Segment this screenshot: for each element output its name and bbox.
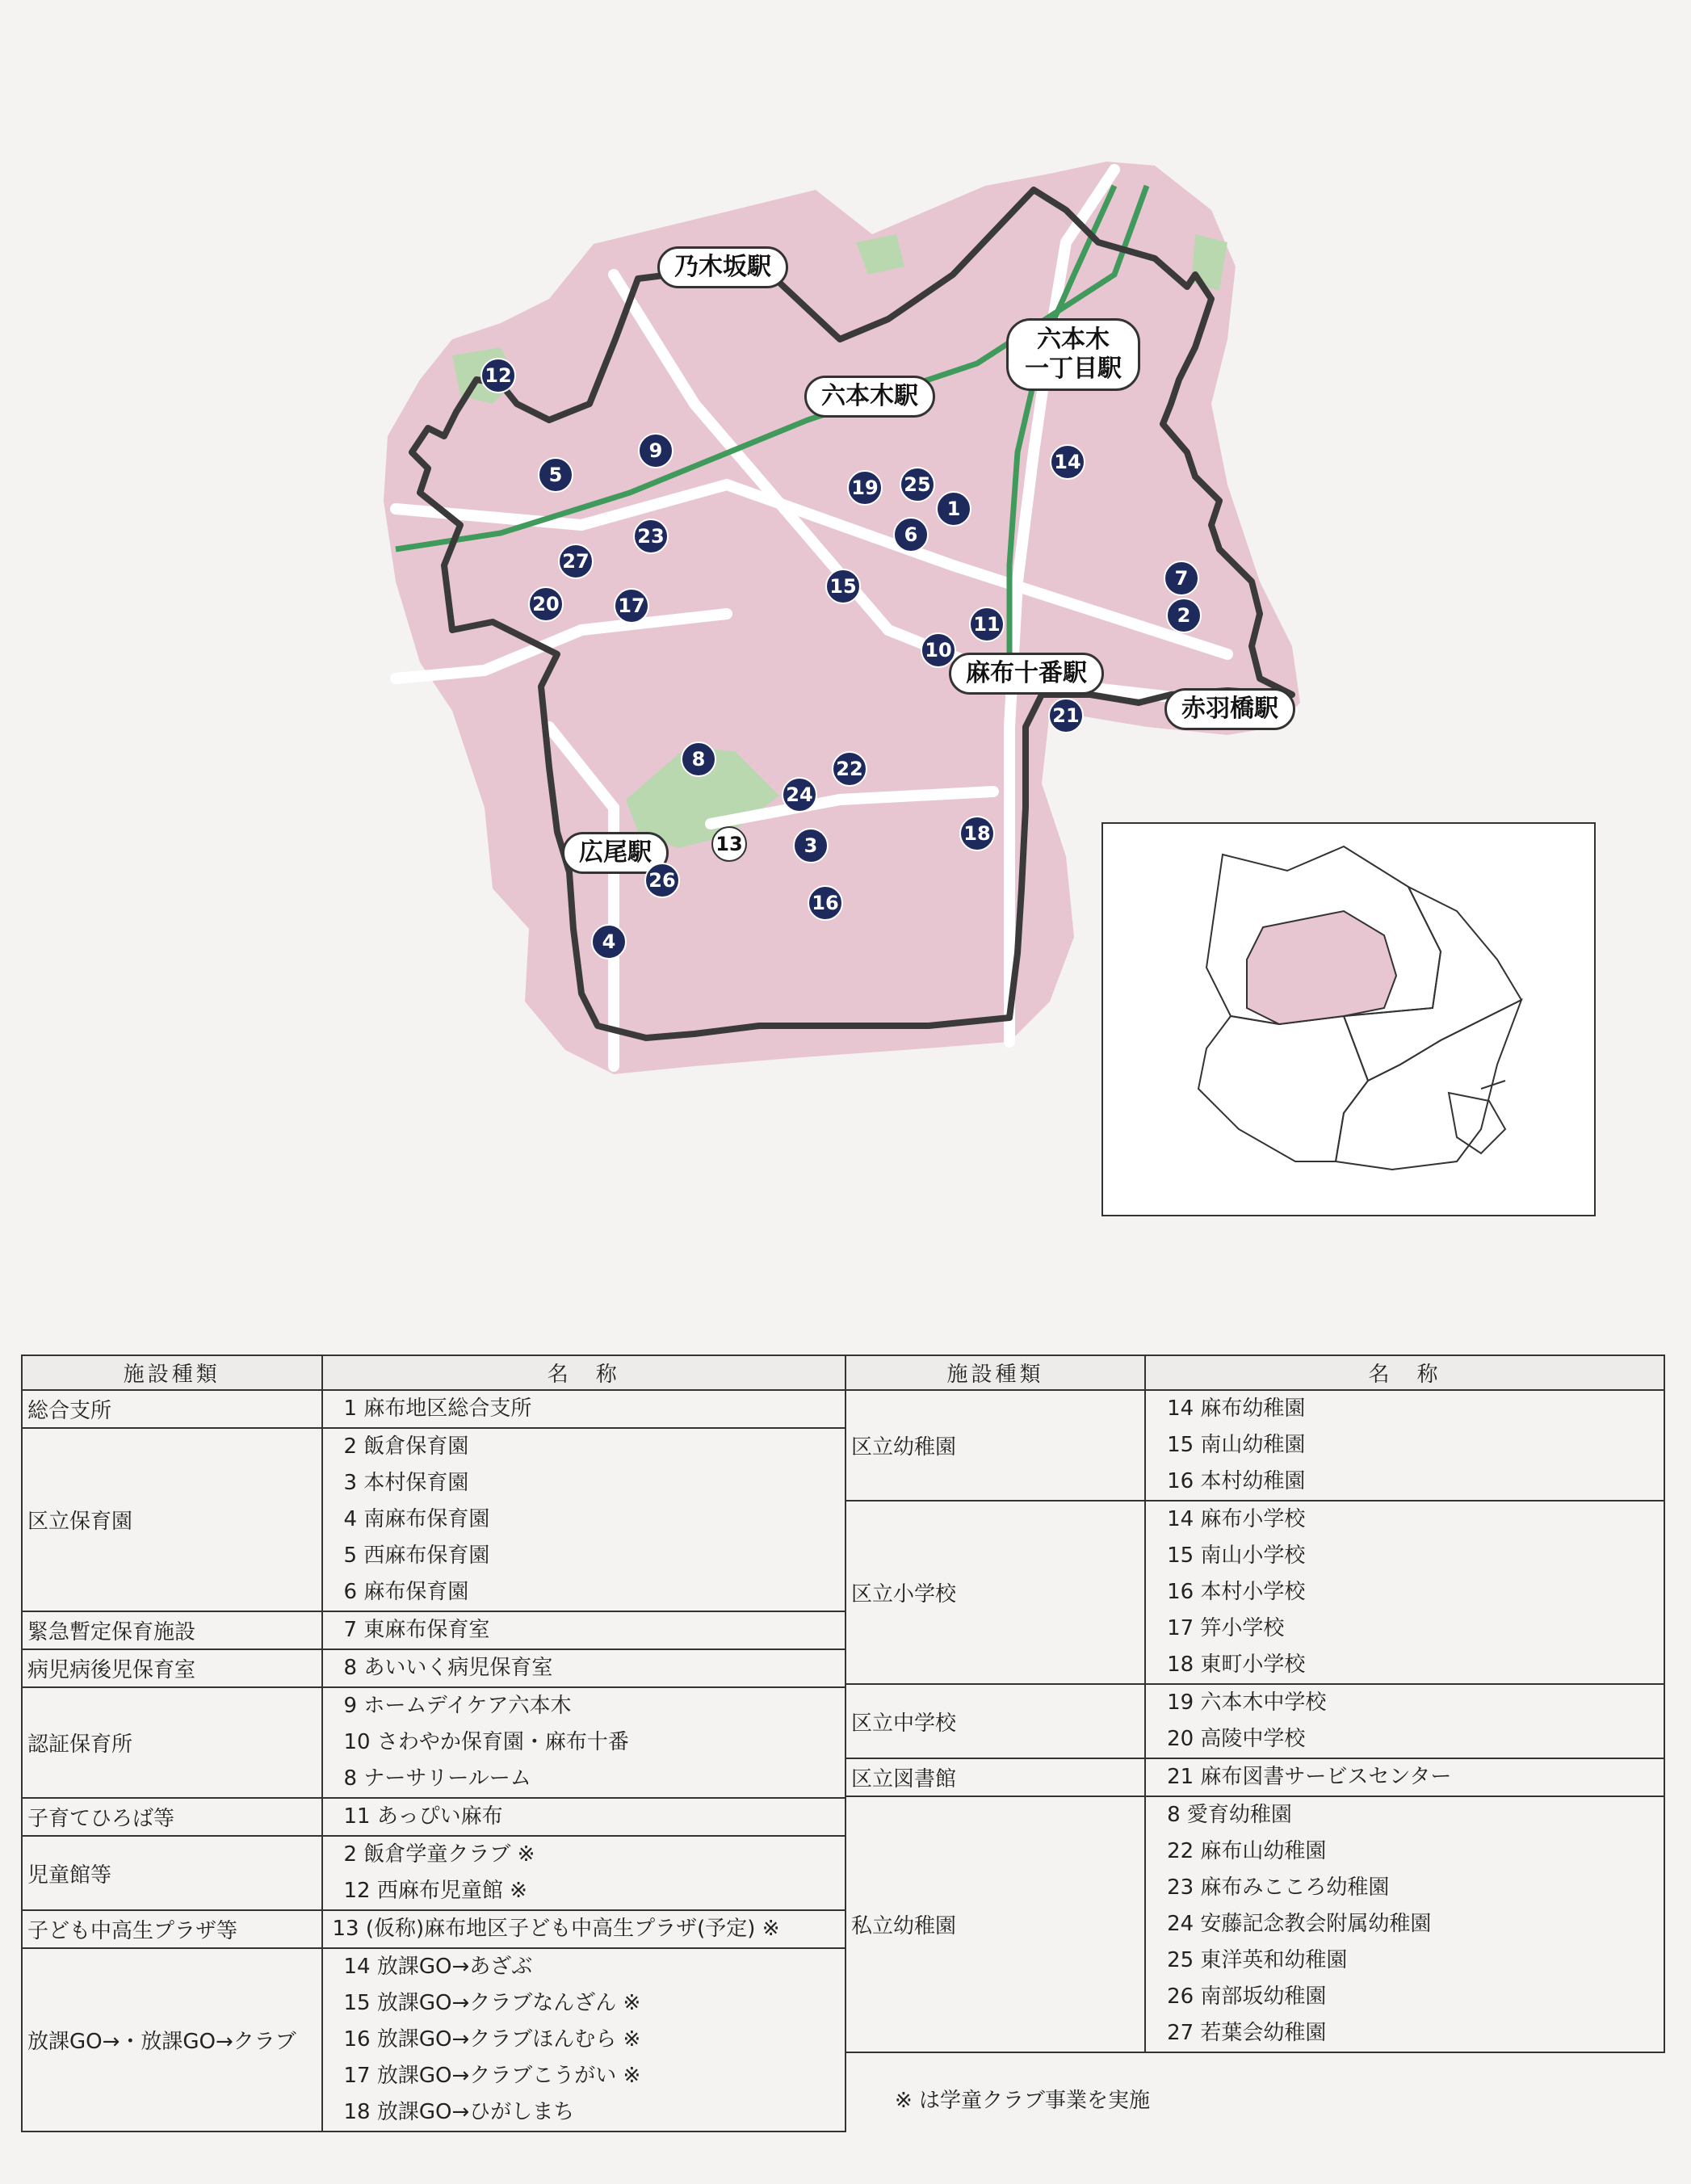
facility-marker: 5 bbox=[538, 457, 573, 493]
col-header-name: 名 称 bbox=[322, 1355, 846, 1390]
station-nogizaka: 乃木坂駅 bbox=[657, 246, 788, 288]
facility-name: 7 東麻布保育室 bbox=[343, 1618, 490, 1642]
facility-name: 15 南山小学校 bbox=[1167, 1544, 1306, 1568]
facility-marker: 6 bbox=[893, 517, 929, 552]
facility-name: 11 あっぴい麻布 bbox=[343, 1804, 503, 1829]
facility-type: 病児病後児保育室 bbox=[22, 1649, 322, 1687]
facility-name: 9 ホームデイケア六本木 bbox=[343, 1694, 572, 1718]
facility-type: 子ども中高生プラザ等 bbox=[22, 1910, 322, 1948]
facility-marker: 9 bbox=[638, 433, 673, 468]
footnote: ※ は学童クラブ事業を実施 bbox=[895, 2089, 1151, 2113]
facility-name: 3 本村保育園 bbox=[343, 1471, 469, 1495]
facility-marker: 24 bbox=[782, 777, 817, 813]
facility-marker: 7 bbox=[1164, 561, 1199, 596]
facility-name: 5 西麻布保育園 bbox=[343, 1544, 490, 1568]
facility-type: 総合支所 bbox=[22, 1390, 322, 1428]
facility-marker: 20 bbox=[528, 586, 564, 622]
facility-type: 区立中学校 bbox=[846, 1684, 1145, 1758]
facility-marker: 26 bbox=[644, 863, 680, 898]
facility-name: 2 飯倉保育園 bbox=[343, 1434, 469, 1459]
facility-type: 区立小学校 bbox=[846, 1501, 1145, 1684]
station-roppongi: 六本木駅 bbox=[804, 376, 935, 418]
facility-name: 17 放課GO→クラブこうがい ※ bbox=[343, 2064, 641, 2088]
facility-name: 13 (仮称)麻布地区子ども中高生プラザ(予定) ※ bbox=[332, 1917, 780, 1941]
facility-marker: 16 bbox=[808, 885, 843, 921]
facility-type: 私立幼稚園 bbox=[846, 1796, 1145, 2052]
facility-name: 8 ナーサリールーム bbox=[343, 1766, 531, 1791]
facility-type: 緊急暫定保育施設 bbox=[22, 1611, 322, 1649]
facility-marker: 12 bbox=[480, 358, 516, 393]
facility-name: 27 若葉会幼稚園 bbox=[1167, 2021, 1327, 2045]
facility-marker: 13 bbox=[711, 826, 747, 862]
facility-name: 8 愛育幼稚園 bbox=[1167, 1803, 1292, 1827]
facility-name: 14 放課GO→あざぶ bbox=[343, 1955, 533, 1979]
facility-name: 1 麻布地区総合支所 bbox=[343, 1396, 532, 1421]
facility-marker: 18 bbox=[959, 816, 995, 851]
facility-name: 23 麻布みこころ幼稚園 bbox=[1167, 1875, 1390, 1900]
facility-marker: 15 bbox=[825, 569, 861, 604]
facility-name: 22 麻布山幼稚園 bbox=[1167, 1839, 1327, 1863]
facility-name: 24 安藤記念教会附属幼稚園 bbox=[1167, 1912, 1432, 1936]
facility-name: 10 さわやか保育園・麻布十番 bbox=[343, 1730, 629, 1754]
facility-name: 16 本村小学校 bbox=[1167, 1580, 1306, 1604]
facility-marker: 11 bbox=[969, 607, 1005, 642]
inset-locator-map bbox=[1101, 822, 1596, 1216]
station-hiroo: 広尾駅 bbox=[562, 832, 669, 874]
facility-name: 18 東町小学校 bbox=[1167, 1653, 1306, 1677]
facility-marker: 17 bbox=[614, 588, 649, 624]
facility-name: 16 本村幼稚園 bbox=[1167, 1469, 1306, 1493]
facility-name: 6 麻布保育園 bbox=[343, 1580, 469, 1604]
facility-marker: 19 bbox=[847, 470, 883, 506]
facility-name: 2 飯倉学童クラブ ※ bbox=[343, 1842, 535, 1867]
facility-type: 区立幼稚園 bbox=[846, 1390, 1145, 1501]
facility-name: 15 南山幼稚園 bbox=[1167, 1433, 1306, 1457]
facility-type: 児童館等 bbox=[22, 1836, 322, 1910]
facility-name: 20 高陵中学校 bbox=[1167, 1727, 1306, 1751]
facility-name: 8 あいいく病児保育室 bbox=[343, 1656, 553, 1680]
facility-marker: 23 bbox=[633, 519, 669, 554]
facility-name: 14 麻布小学校 bbox=[1167, 1507, 1306, 1531]
station-azabujuban: 麻布十番駅 bbox=[949, 653, 1104, 695]
facility-marker: 21 bbox=[1048, 698, 1084, 733]
facility-marker: 4 bbox=[591, 924, 627, 960]
facility-name: 26 南部坂幼稚園 bbox=[1167, 1984, 1327, 2009]
facility-name: 15 放課GO→クラブなんざん ※ bbox=[343, 1991, 641, 2015]
facility-table-left bbox=[21, 1354, 846, 2132]
facility-table-right bbox=[845, 1354, 1665, 2053]
facility-name: 12 西麻布児童館 ※ bbox=[343, 1879, 527, 1903]
col-header-name: 名 称 bbox=[1145, 1355, 1664, 1390]
facility-marker: 3 bbox=[793, 828, 829, 863]
facility-type: 子育てひろば等 bbox=[22, 1798, 322, 1836]
station-akabanebashi: 赤羽橋駅 bbox=[1164, 688, 1295, 730]
facility-type: 区立保育園 bbox=[22, 1428, 322, 1611]
col-header-type: 施設種類 bbox=[22, 1355, 322, 1390]
facility-marker: 2 bbox=[1166, 598, 1202, 633]
facility-name: 21 麻布図書サービスセンター bbox=[1167, 1765, 1452, 1789]
facility-marker: 14 bbox=[1050, 444, 1085, 480]
col-header-type: 施設種類 bbox=[846, 1355, 1145, 1390]
facility-marker: 22 bbox=[832, 751, 867, 787]
station-label-line2: 一丁目駅 bbox=[1025, 355, 1122, 383]
facility-name: 18 放課GO→ひがしまち bbox=[343, 2100, 575, 2124]
facility-name: 25 東洋英和幼稚園 bbox=[1167, 1948, 1348, 1972]
facility-marker: 8 bbox=[681, 741, 716, 777]
facility-name: 14 麻布幼稚園 bbox=[1167, 1396, 1306, 1421]
facility-marker: 25 bbox=[900, 467, 935, 502]
facility-type: 認証保育所 bbox=[22, 1687, 322, 1798]
facility-type: 放課GO→・放課GO→クラブ bbox=[22, 1948, 322, 2132]
facility-marker: 1 bbox=[936, 491, 971, 527]
facility-marker: 10 bbox=[921, 632, 956, 668]
facility-name: 19 六本木中学校 bbox=[1167, 1690, 1327, 1715]
facility-marker: 27 bbox=[558, 544, 594, 579]
facility-type: 区立図書館 bbox=[846, 1758, 1145, 1796]
facility-name: 4 南麻布保育園 bbox=[343, 1507, 490, 1531]
station-label-line1: 六本木 bbox=[1037, 326, 1110, 354]
facility-name: 17 笄小学校 bbox=[1167, 1616, 1285, 1640]
station-roppongi-itchome bbox=[1006, 318, 1140, 391]
facility-name: 16 放課GO→クラブほんむら ※ bbox=[343, 2027, 641, 2052]
